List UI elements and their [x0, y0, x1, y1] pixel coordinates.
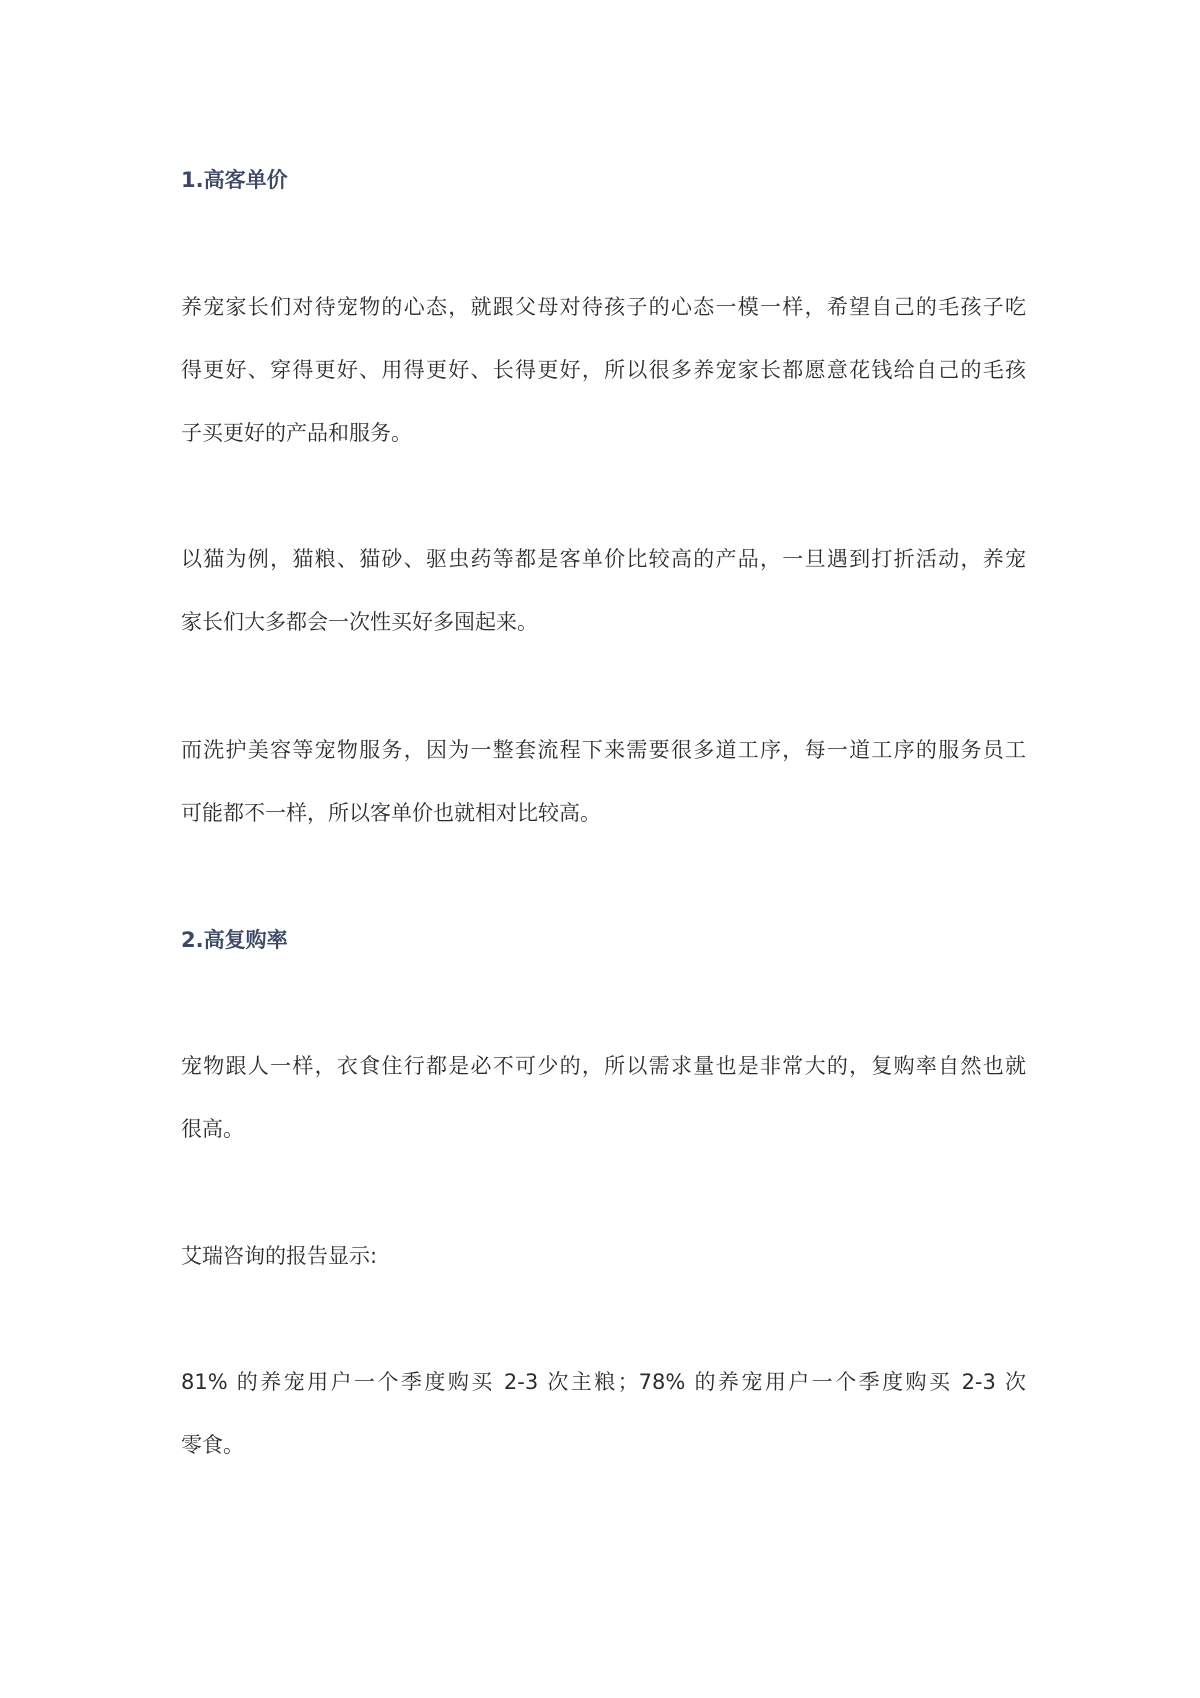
paragraph-iresearch-intro — [181, 1241, 1026, 1304]
text-line: 家长们大多都会一次性买好多囤起来。 — [181, 610, 538, 634]
text-line: 子买更好的产品和服务。 — [181, 421, 412, 445]
section-heading-high-unit-price: 1.高客单价 — [181, 168, 288, 192]
text-line: 零食。 — [181, 1433, 244, 1457]
text-line: 得更好、穿得更好、用得更好、长得更好，所以很多养宠家长都愿意花钱给自己的毛孩 — [181, 358, 1026, 382]
text-line: 以猫为例，猫粮、猫砂、驱虫药等都是客单价比较高的产品，一旦遇到打折活动，养宠 — [181, 547, 1026, 571]
paragraph-pet-parent-mindset — [181, 292, 1026, 481]
paragraph-purchase-stats — [181, 1367, 1026, 1493]
text-line: 可能都不一样，所以客单价也就相对比较高。 — [181, 801, 601, 825]
paragraph-cat-example — [181, 544, 1026, 670]
text-line: 宠物跟人一样，衣食住行都是必不可少的，所以需求量也是非常大的，复购率自然也就 — [181, 1054, 1026, 1078]
text-line: 81% 的养宠用户一个季度购买 2-3 次主粮；78% 的养宠用户一个季度购买 2-3 次 — [181, 1370, 1026, 1394]
text-line: 而洗护美容等宠物服务，因为一整套流程下来需要很多道工序，每一道工序的服务员工 — [181, 738, 1026, 762]
text-line: 养宠家长们对待宠物的心态，就跟父母对待孩子的心态一模一样，希望自己的毛孩子吃 — [181, 295, 1026, 319]
paragraph-pet-needs — [181, 1051, 1026, 1177]
text-line: 很高。 — [181, 1117, 244, 1141]
paragraph-grooming-services — [181, 735, 1026, 861]
text-line: 艾瑞咨询的报告显示: — [181, 1244, 378, 1268]
section-heading-high-repurchase-rate: 2.高复购率 — [181, 928, 288, 952]
